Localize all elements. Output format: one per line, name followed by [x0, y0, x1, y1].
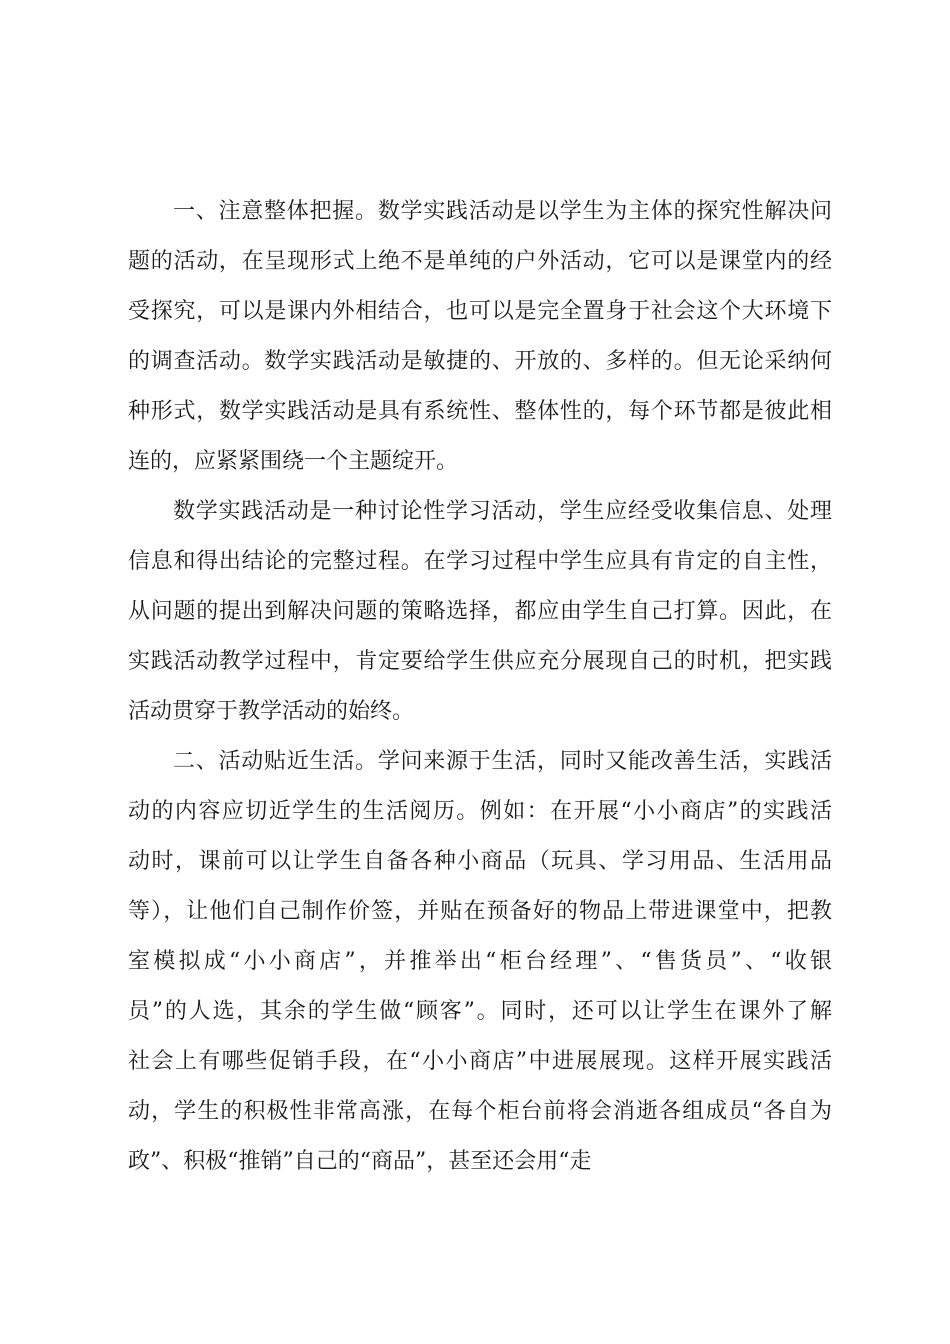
text-line: 社会上有哪些促销手段，在“小小商店”中进展展现。这样开展实践活	[128, 1049, 832, 1074]
text-line: 的调查活动。数学实践活动是敏捷的、开放的、多样的。但无论采纳何	[128, 349, 832, 374]
text-line: 连的，应紧紧围绕一个主题绽开。	[128, 449, 459, 474]
text-line: 等），让他们自己制作价签，并贴在预备好的物品上带进课堂中，把教	[128, 899, 832, 924]
text-line: 实践活动教学过程中，肯定要给学生供应充分展现自己的时机，把实践	[128, 649, 832, 674]
text-line: 动时，课前可以让学生自备各种小商品（玩具、学习用品、生活用品	[128, 849, 832, 874]
text-line: 从问题的提出到解决问题的策略选择，都应由学生自己打算。因此，在	[128, 599, 832, 624]
text-line: 员”的人选，其余的学生做“顾客”。同时，还可以让学生在课外了解	[128, 999, 832, 1024]
text-line: 二、活动贴近生活。学问来源于生活，同时又能改善生活，实践活	[173, 749, 832, 774]
paragraph-1	[128, 187, 832, 487]
text-line: 政”、积极“推销”自己的“商品”，甚至还会用“走	[128, 1149, 592, 1174]
text-line: 受探究，可以是课内外相结合，也可以是完全置身于社会这个大环境下	[128, 299, 832, 324]
text-line: 动，学生的积极性非常高涨，在每个柜台前将会消逝各组成员“各自为	[128, 1099, 832, 1124]
document-body	[128, 187, 832, 1187]
text-line: 室模拟成“小小商店”，并推举出“柜台经理”、“售货员”、“收银	[128, 949, 832, 974]
text-line: 题的活动，在呈现形式上绝不是单纯的户外活动，它可以是课堂内的经	[128, 249, 832, 274]
text-line: 动的内容应切近学生的生活阅历。例如：在开展“小小商店”的实践活	[128, 799, 832, 824]
text-line: 数学实践活动是一种讨论性学习活动，学生应经受收集信息、处理	[173, 499, 832, 524]
text-line: 种形式，数学实践活动是具有系统性、整体性的，每个环节都是彼此相	[128, 399, 832, 424]
paragraph-2	[128, 487, 832, 737]
text-line: 一、注意整体把握。数学实践活动是以学生为主体的探究性解决问	[173, 199, 832, 224]
text-line: 活动贯穿于教学活动的始终。	[128, 699, 415, 724]
text-line: 信息和得出结论的完整过程。在学习过程中学生应具有肯定的自主性，	[128, 549, 832, 574]
paragraph-3	[128, 737, 832, 1187]
